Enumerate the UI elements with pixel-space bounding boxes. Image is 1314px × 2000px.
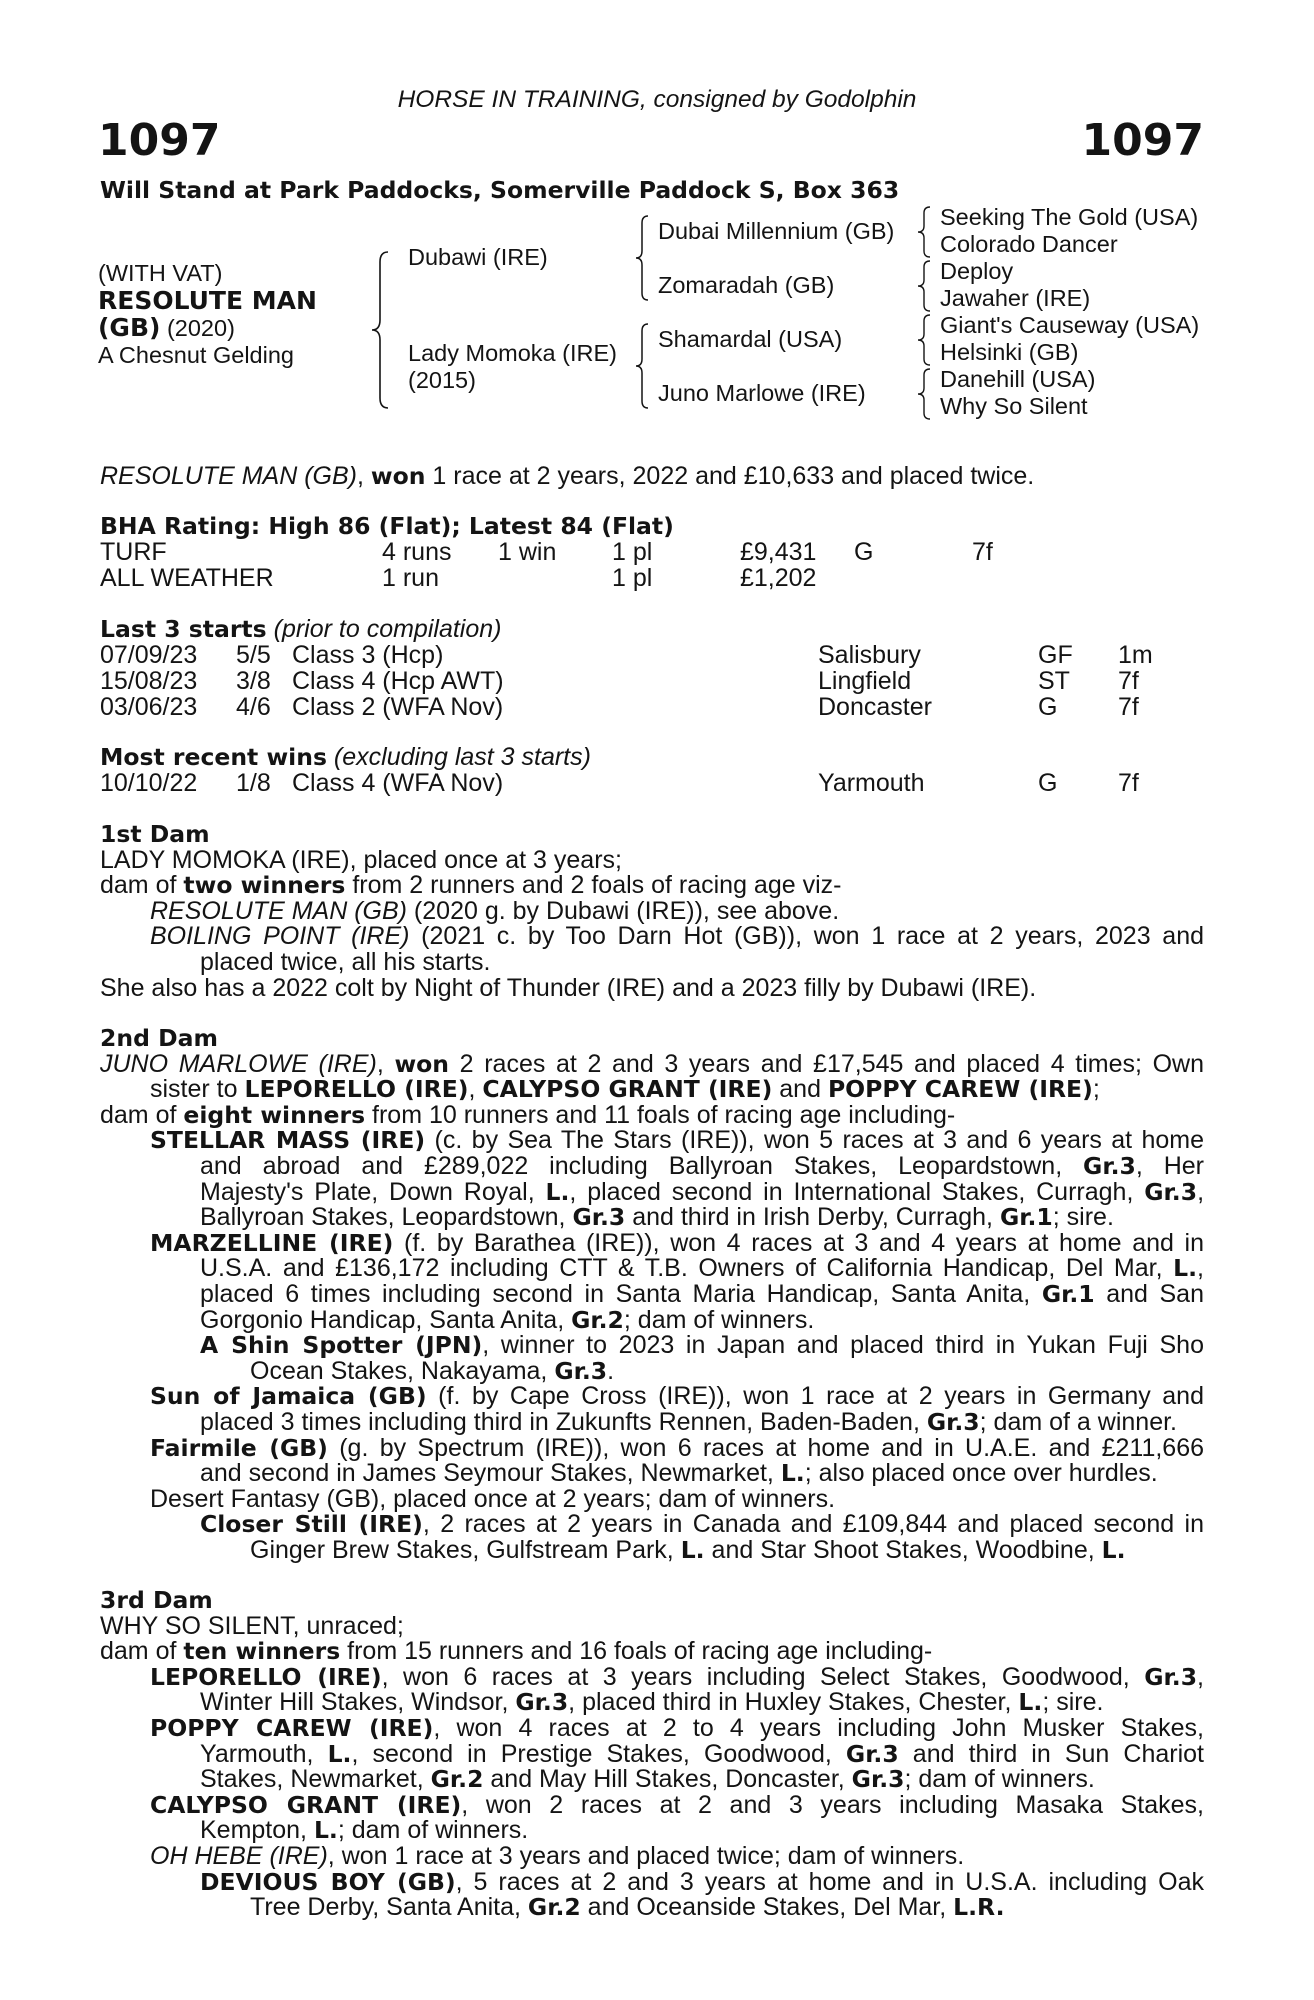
- pedigree-brace-sire: [632, 214, 652, 302]
- recent-wins-heading: Most recent wins (excluding last 3 starts): [100, 743, 591, 771]
- consignment-header: HORSE IN TRAINING, consigned by Godolphin: [397, 86, 917, 113]
- lot-number-right: 1097: [1081, 115, 1204, 166]
- recent-win-row: 10/10/22 1/8 Class 4 (WFA Nov) Yarmouth G 7f: [100, 769, 1139, 797]
- pedigree-brace-main: [368, 250, 394, 410]
- pedigree-brace-dam: [632, 322, 652, 410]
- horse-identity: [98, 260, 317, 369]
- last-start-row: 03/06/23 4/6 Class 2 (WFA Nov) Doncaster G 7f: [100, 693, 1139, 721]
- rating-row-turf: TURF 4 runs 1 win 1 pl £9,431 G 7f: [100, 538, 993, 566]
- pedigree-sire-sire: Dubai Millennium (GB): [658, 218, 895, 244]
- rating-heading: BHA Rating: High 86 (Flat); Latest 84 (Flat): [100, 512, 674, 540]
- pedigree-g3: Deploy: [940, 258, 1014, 284]
- last-start-row: 07/09/23 5/5 Class 3 (Hcp) Salisbury GF 1m: [100, 641, 1153, 669]
- pedigree-dam-dam: Juno Marlowe (IRE): [658, 380, 866, 406]
- pedigree-sire-dam: Zomaradah (GB): [658, 272, 835, 298]
- pedigree-g2: Colorado Dancer: [940, 231, 1118, 257]
- pedigree-dam: Lady Momoka (IRE): [408, 340, 617, 366]
- race-summary: RESOLUTE MAN (GB), won 1 race at 2 years, 2022 and £10,633 and placed twice.: [100, 462, 1035, 490]
- horse-description: A Chesnut Gelding: [98, 342, 294, 368]
- rating-row-allweather: ALL WEATHER 1 run 1 pl £1,202: [100, 564, 817, 592]
- horse-year: (2020): [160, 315, 235, 341]
- last-start-row: 15/08/23 3/8 Class 4 (Hcp AWT) Lingfield ST 7f: [100, 667, 1139, 695]
- horse-country: (GB): [98, 313, 161, 342]
- pedigree-brace-g1: [914, 205, 934, 259]
- pedigree-g7: Danehill (USA): [940, 366, 1096, 392]
- vat-label: (WITH VAT): [98, 260, 223, 286]
- pedigree-brace-g2: [914, 259, 934, 313]
- pedigree-g4: Jawaher (IRE): [940, 285, 1091, 311]
- stand-location: Will Stand at Park Paddocks, Somerville Paddock S, Box 363: [100, 176, 900, 204]
- pedigree-g8: Why So Silent: [940, 393, 1088, 419]
- pedigree-sire: Dubawi (IRE): [408, 244, 548, 270]
- section-heading: 2nd Dam: [100, 1024, 218, 1052]
- third-dam-section: 3rd Dam WHY SO SILENT, unraced; dam of ten winners from 15 runners and 16 foals of racing age including- LEPORELLO (IRE), won 6 races at 3 years including Select Stakes, Goodwood, Gr.3, Winter Hill Stakes, Windsor, Gr.3, placed third in Huxley Stakes, Chester, L.; sire. POPPY CAREW (IRE), won 4 races at 2 to 4 years including John Musker Stakes, Yarmouth, L., second in Prestige Stakes, Goodwood, Gr.3 and third in Sun Chariot Stakes, Newmarket, Gr.2 and May Hill Stakes, Doncaster, Gr.3; dam of winners. CALYPSO GRANT (IRE), won 2 races at 2 and 3 years including Masaka Stakes, Kempton, L.; dam of winners. OH HEBE (IRE), won 1 race at 3 years and placed twice; dam of winners. DEVIOUS BOY (GB), 5 races at 2 and 3 years at home and in U.S.A. including Oak Tree Derby, Santa Anita, Gr.2 and Oceanside Stakes, Del Mar, L.R.: [100, 1586, 1205, 1922]
- second-dam-section: 2nd Dam JUNO MARLOWE (IRE), won 2 races at 2 and 3 years and £17,545 and placed 4 times; Own sister to LEPORELLO (IRE), CALYPSO GRANT (IRE) and POPPY CAREW (IRE); dam of eight winners from 10 runners and 11 foals of racing age including- STELLAR MASS (IRE) (c. by Sea The Stars (IRE)), won 5 races at 3 and 6 years at home and abroad and £289,022 including Ballyroan Stakes, Leopardstown, Gr.3, Her Majesty's Plate, Down Royal, L., placed second in International Stakes, Curragh, Gr.3, Ballyroan Stakes, Leopardstown, Gr.3 and third in Irish Derby, Curragh, Gr.1; sire. MARZELLINE (IRE) (f. by Barathea (IRE)), won 4 races at 3 and 4 years at home and in U.S.A. and £136,172 including CTT & T.B. Owners of California Handicap, Del Mar, L., placed 6 times including second in Santa Maria Handicap, Santa Anita, Gr.1 and San Gorgonio Handicap, Santa Anita, Gr.2; dam of winners. A Shin Spotter (JPN), winner to 2023 in Japan and placed third in Yukan Fuji Sho Ocean Stakes, Nakayama, Gr.3. Sun of Jamaica (GB) (f. by Cape Cross (IRE)), won 1 race at 2 years in Germany and placed 3 times including third in Zukunfts Rennen, Baden-Baden, Gr.3; dam of a winner. Fairmile (GB) (g. by Spectrum (IRE)), won 6 races at home and in U.A.E. and £211,666 and second in James Seymour Stakes, Newmarket, L.; also placed once over hurdles. Desert Fantasy (GB), placed once at 2 years; dam of winners. Closer Still (IRE), 2 races at 2 years in Canada and £109,844 and placed second in Ginger Brew Stakes, Gulfstream Park, L. and Star Shoot Stakes, Woodbine, L.: [100, 1024, 1205, 1564]
- last-starts-heading: Last 3 starts (prior to compilation): [100, 615, 502, 643]
- section-heading: 3rd Dam: [100, 1586, 213, 1614]
- pedigree-g6: Helsinki (GB): [940, 339, 1079, 365]
- pedigree-brace-g3: [914, 313, 934, 367]
- horse-name: RESOLUTE MAN: [98, 286, 317, 315]
- section-heading: 1st Dam: [100, 820, 210, 848]
- pedigree-g5: Giant's Causeway (USA): [940, 312, 1200, 338]
- lot-number-left: 1097: [98, 115, 221, 166]
- pedigree-dam-year: (2015): [408, 367, 476, 393]
- pedigree-brace-g4: [914, 367, 934, 421]
- pedigree-g1: Seeking The Gold (USA): [940, 204, 1199, 230]
- first-dam-section: 1st Dam LADY MOMOKA (IRE), placed once at 3 years; dam of two winners from 2 runners and 2 foals of racing age viz- RESOLUTE MAN (GB) (2020 g. by Dubawi (IRE)), see above. BOILING POINT (IRE) (2021 c. by Too Darn Hot (GB)), won 1 race at 2 years, 2023 and placed twice, all his starts. She also has a 2022 colt by Night of Thunder (IRE) and a 2023 filly by Dubawi (IRE).: [100, 820, 1204, 1002]
- pedigree-dam-sire: Shamardal (USA): [658, 326, 843, 352]
